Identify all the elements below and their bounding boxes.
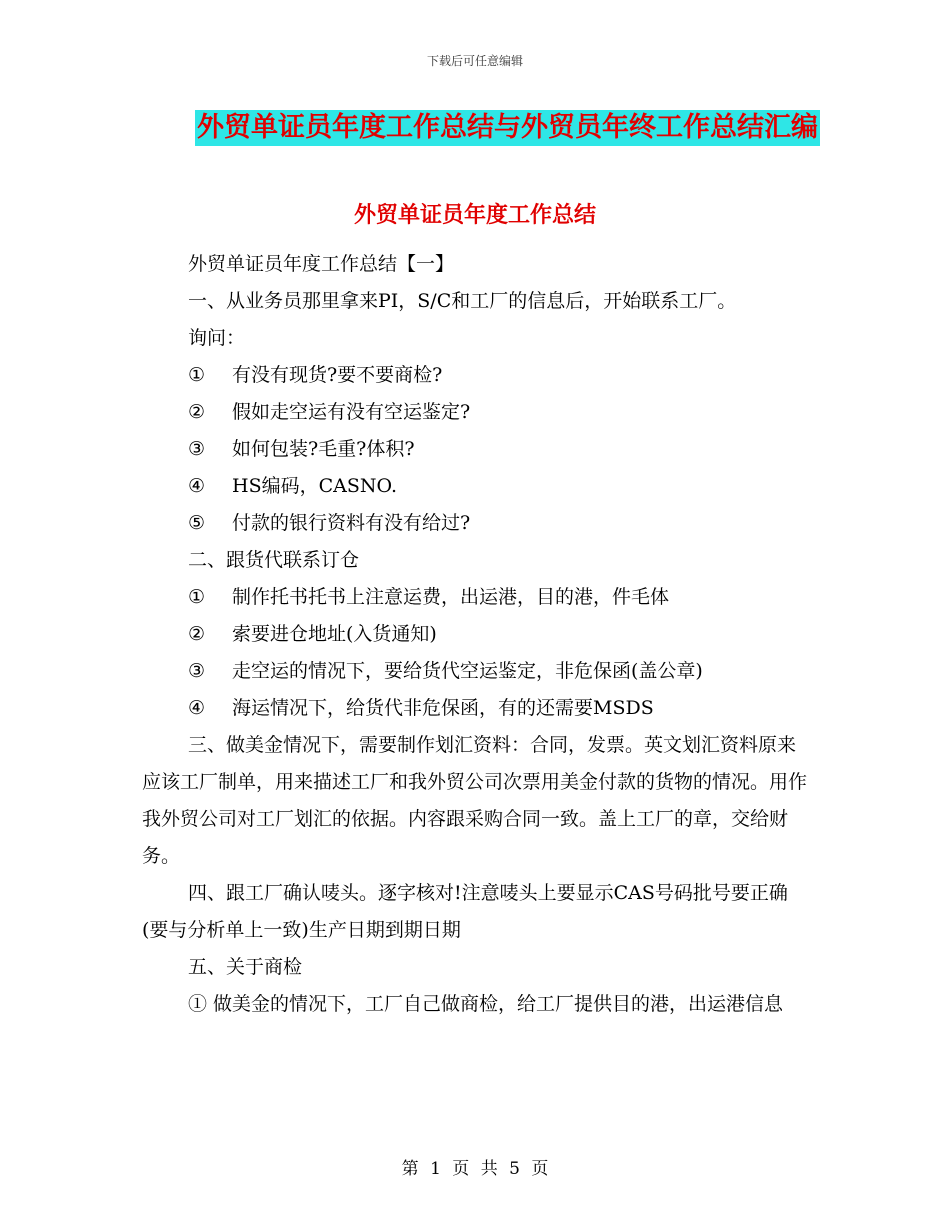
paragraph: 五、关于商检 [188,956,303,978]
paragraph: 三、做美金情况下，需要制作划汇资料：合同，发票。英文划汇资料原来应该工厂制单，用来描述工厂和我外贸公司次票用美金付款的货物的情况。用作我外贸公司对工厂划汇的依据。内容跟采购合同一致。盖上工厂的章，交给财务。 [142,734,808,867]
list-item [142,357,810,394]
document-title: 外贸单证员年度工作总结与外贸员年终工作总结汇编 [195,110,820,146]
list-item [142,505,810,542]
list-item [142,394,810,431]
paragraph: ① 做美金的情况下，工厂自己做商检，给工厂提供目的港，出运港信息 [188,993,784,1015]
list-text: 海运情况下，给货代非危保函，有的还需要MSDS [232,697,654,719]
paragraph: 四、跟工厂确认唛头。逐字核对!注意唛头上要显示CAS号码批号要正确(要与分析单上一致)生产日期到期日期 [142,882,788,941]
list-number: ⑤ [188,512,206,534]
list-item [142,468,810,505]
list-number: ② [188,401,206,423]
paragraph: 询问： [188,327,246,349]
list-text: 索要进仓地址(入货通知) [232,623,437,645]
list-item [142,579,810,616]
paragraph: 一、从业务员那里拿来PI，S/C和工厂的信息后，开始联系工厂。 [188,290,737,312]
header-note: 下载后可任意编辑 [426,54,523,68]
list-item [142,616,810,653]
page-footer: 第 1 页 共 5 页 [401,1159,549,1179]
list-number: ③ [188,660,206,682]
list-number: ① [188,586,206,608]
document-body [142,246,810,1023]
section-title: 外贸单证员年度工作总结 [353,203,596,228]
list-text: 制作托书托书上注意运费，出运港，目的港，件毛体 [232,586,670,608]
list-number: ③ [188,438,206,460]
list-number: ② [188,623,206,645]
list-text: 如何包装?毛重?体积? [232,438,415,460]
list-text: 有没有现货?要不要商检? [232,364,443,386]
list-text: 假如走空运有没有空运鉴定? [232,401,471,423]
list-number: ④ [188,697,206,719]
list-item [142,653,810,690]
list-number: ④ [188,475,206,497]
list-text: 走空运的情况下，要给货代空运鉴定，非危保函(盖公章) [232,660,703,682]
list-text: HS编码，CASNO. [232,475,397,497]
paragraph: 外贸单证员年度工作总结【一】 [188,253,455,275]
list-item [142,431,810,468]
list-number: ① [188,364,206,386]
list-item [142,690,810,727]
list-text: 付款的银行资料有没有给过? [232,512,471,534]
paragraph: 二、跟货代联系订仓 [188,549,360,571]
